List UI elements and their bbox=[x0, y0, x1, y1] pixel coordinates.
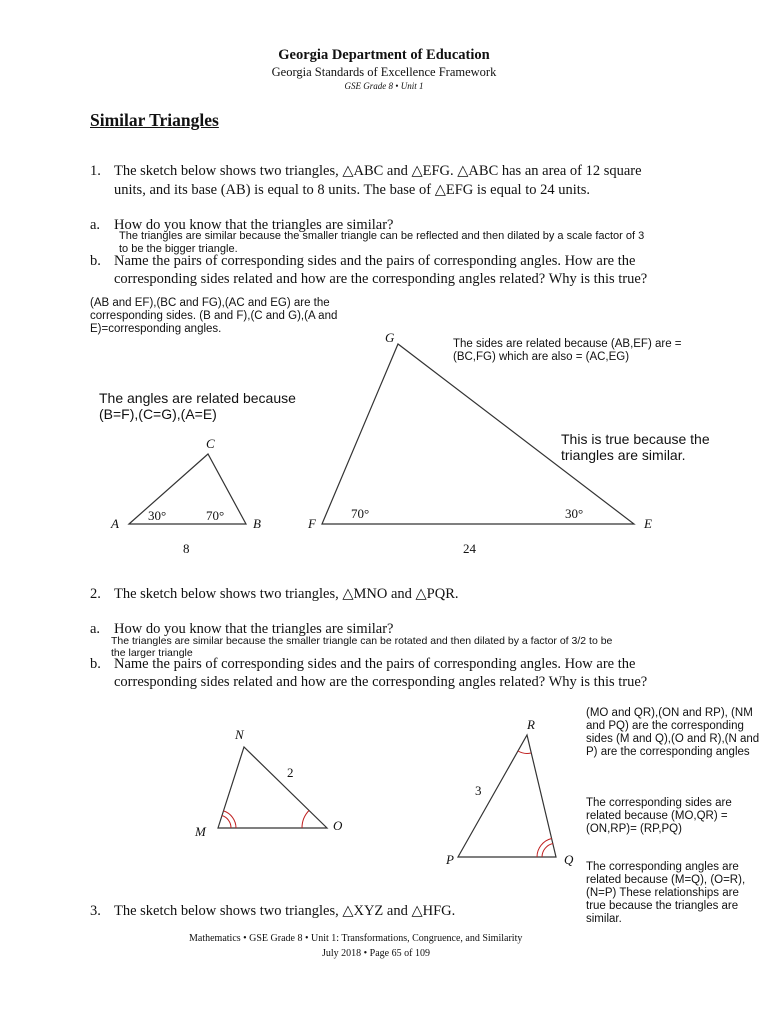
q1b-line1: Name the pairs of corresponding sides and the pairs of corresponding angles. How are the bbox=[114, 253, 636, 269]
side-NO-value: 2 bbox=[287, 765, 294, 780]
q1a-answer-line1: The triangles are similar because the smaller triangle can be reflected and then dilated by a scale factor of 3 bbox=[119, 230, 645, 242]
q1-answer-pairs: (AB and EF),(BC and FG),(AC and EG) are the corresponding sides. (B and F),(C and G),(A and E)=corresponding angles. bbox=[90, 297, 338, 335]
q3-text-line1: The sketch below shows two triangles, △XYZ and △HFG. bbox=[114, 903, 456, 919]
label-F: F bbox=[308, 516, 316, 531]
angle-R-arc bbox=[518, 751, 531, 753]
q1-text-line2: units, and its base (AB) is equal to 8 units. The base of △EFG is equal to 24 units. bbox=[114, 182, 591, 198]
triangle-mno bbox=[218, 747, 327, 828]
angle-F-value: 70° bbox=[351, 506, 370, 521]
q2-number: 2. bbox=[90, 586, 101, 602]
angle-O-arc bbox=[302, 811, 309, 829]
angle-B-value: 70° bbox=[206, 508, 225, 523]
label-G: G bbox=[385, 330, 395, 345]
header-course: GSE Grade 8 • Unit 1 bbox=[344, 81, 424, 91]
footer-line2: July 2018 • Page 65 of 109 bbox=[322, 948, 430, 959]
q1-number: 1. bbox=[90, 163, 101, 179]
q1a-question: How do you know that the triangles are similar? bbox=[114, 217, 394, 233]
label-E: E bbox=[644, 516, 652, 531]
angle-E-value: 30° bbox=[565, 506, 584, 521]
q2a-answer-line2: the larger triangle bbox=[111, 647, 193, 659]
q2b-label: b. bbox=[90, 656, 101, 672]
q1b-line2: corresponding sides related and how are the corresponding angles related? Why is this true? bbox=[114, 271, 648, 287]
label-A: A bbox=[111, 516, 119, 531]
base-EF-value: 24 bbox=[463, 541, 476, 556]
q1a-label: a. bbox=[90, 217, 101, 233]
header-org: Georgia Department of Education bbox=[278, 47, 490, 63]
q2a-answer-line1: The triangles are similar because the smaller triangle can be rotated and then dilated by a factor of 3/2 to be bbox=[111, 635, 613, 647]
q1a-answer-line2: to be the bigger triangle. bbox=[119, 243, 238, 255]
label-B: B bbox=[253, 516, 261, 531]
q2-answer-sides: The corresponding sides are related because (MO,QR) =(ON,RP)= (RP,PQ) bbox=[586, 797, 732, 835]
angle-A-value: 30° bbox=[148, 508, 167, 523]
label-O: O bbox=[333, 818, 343, 833]
side-PR-value: 3 bbox=[475, 783, 482, 798]
q1b-label: b. bbox=[90, 253, 101, 269]
q2a-question: How do you know that the triangles are similar? bbox=[114, 621, 394, 637]
q1-text-line1: The sketch below shows two triangles, △ABC and △EFG. △ABC has an area of 12 square bbox=[114, 163, 642, 179]
label-P: P bbox=[446, 852, 454, 867]
angle-M-arcs bbox=[222, 811, 236, 828]
label-Q: Q bbox=[564, 852, 574, 867]
angle-Q-arcs bbox=[537, 839, 553, 858]
q3-number: 3. bbox=[90, 903, 101, 919]
q2b-line2: corresponding sides related and how are the corresponding angles related? Why is this true? bbox=[114, 674, 648, 690]
header-framework: Georgia Standards of Excellence Framework bbox=[271, 65, 497, 79]
label-C: C bbox=[206, 436, 215, 451]
q2-answer-pairs: (MO and QR),(ON and RP), (NM and PQ) are the corresponding sides (M and Q),(O and R),(N and P) are the corresponding angles bbox=[586, 707, 760, 758]
q2a-label: a. bbox=[90, 621, 101, 637]
q1-answer-sides: The sides are related because (AB,EF) are = (BC,FG) which are also = (AC,EG) bbox=[453, 338, 682, 363]
q1-answer-angles: The angles are related because (B=F),(C=G),(A=E) bbox=[99, 390, 296, 422]
triangle-pqr bbox=[458, 735, 556, 857]
q2-text-line1: The sketch below shows two triangles, △MNO and △PQR. bbox=[114, 586, 459, 602]
label-M: M bbox=[195, 824, 206, 839]
base-AB-value: 8 bbox=[183, 541, 190, 556]
footer-line1: Mathematics • GSE Grade 8 • Unit 1: Transformations, Congruence, and Similarity bbox=[189, 933, 523, 944]
page-title: Similar Triangles bbox=[90, 110, 219, 130]
q2-answer-angles: The corresponding angles are related because (M=Q), (O=R),(N=P) These relationships are true because the triangles are similar. bbox=[586, 861, 746, 925]
q2b-line1: Name the pairs of corresponding sides and the pairs of corresponding angles. How are the bbox=[114, 656, 636, 672]
label-R: R bbox=[527, 717, 535, 732]
q1-answer-why: This is true because the triangles are similar. bbox=[561, 431, 710, 463]
label-N: N bbox=[235, 727, 244, 742]
